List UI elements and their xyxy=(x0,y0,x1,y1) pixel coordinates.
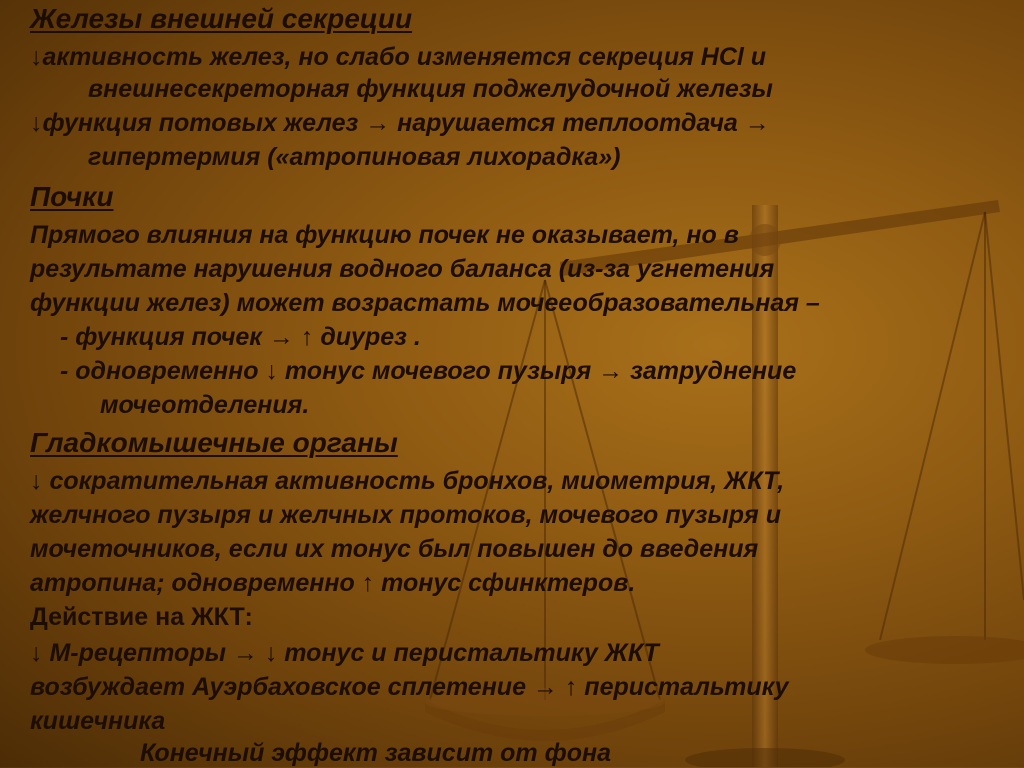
text-line: ↓активность желез, но слабо изменяется секреция HCl и xyxy=(30,43,767,71)
text-line: мочеточников, если их тонус был повышен до введения xyxy=(30,535,759,563)
text-line: ↓ М-рецепторы → ↓ тонус и перистальтику ЖКТ xyxy=(30,639,659,667)
text-line: внешнесекреторная функция поджелудочной железы xyxy=(88,75,773,103)
text-line: ↓функция потовых желез → нарушается теплоотдача → xyxy=(30,109,770,137)
conclusion-line: Конечный эффект зависит от фона xyxy=(140,739,611,767)
text-line: ↓ сократительная активность бронхов, миометрия, ЖКТ, xyxy=(30,467,785,495)
text-line: мочеотделения. xyxy=(100,391,310,419)
text-line: Прямого влияния на функцию почек не оказывает, но в xyxy=(30,221,739,249)
text-line: - функция почек → ↑ диурез . xyxy=(60,323,421,351)
text-line: возбуждает Ауэрбаховское сплетение → ↑ перистальтику xyxy=(30,673,789,701)
text-line: атропина; одновременно ↑ тонус сфинктеров. xyxy=(30,569,636,597)
section-heading-kidneys: Почки xyxy=(30,181,114,212)
text-line: желчного пузыря и желчных протоков, мочевого пузыря и xyxy=(30,501,781,529)
subheading-gi-action: Действие на ЖКТ: xyxy=(30,603,253,631)
text-line: функции желез) может возрастать мочееобразовательная – xyxy=(30,289,820,317)
section-heading-smooth-muscle: Гладкомышечные органы xyxy=(30,427,398,458)
section-heading-exocrine: Железы внешней секреции xyxy=(30,3,413,34)
text-line: кишечника xyxy=(30,707,166,735)
text-line: - одновременно ↓ тонус мочевого пузыря → затруднение xyxy=(60,357,797,385)
text-line: гипертермия («атропиновая лихорадка») xyxy=(88,143,621,171)
text-line: результате нарушения водного баланса (из-за угнетения xyxy=(30,255,775,283)
